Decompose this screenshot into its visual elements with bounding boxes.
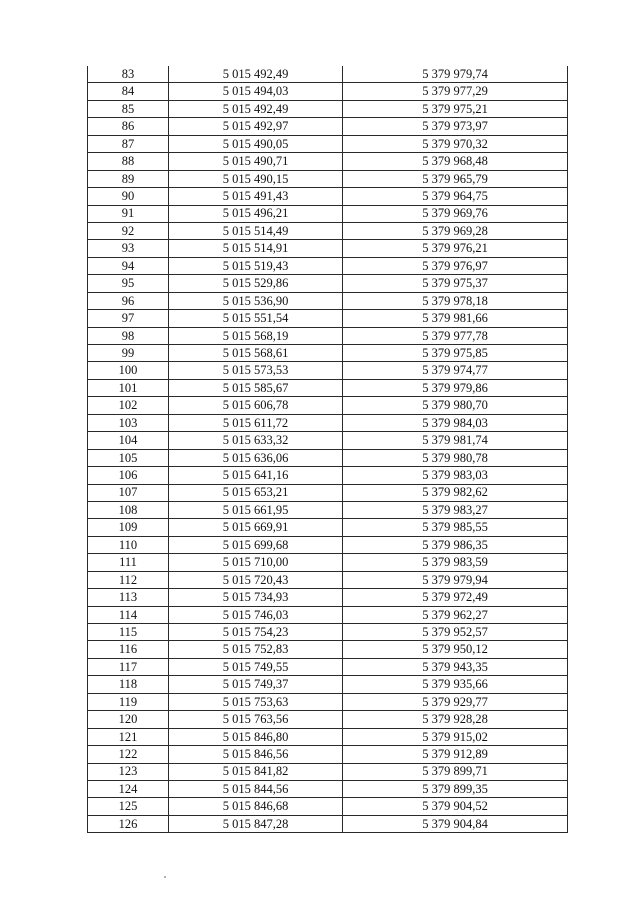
x-coordinate-cell: 5 015 641,16 — [169, 467, 343, 484]
x-coordinate-cell: 5 015 492,49 — [169, 66, 343, 83]
point-number-cell: 83 — [88, 66, 169, 83]
y-coordinate-cell: 5 379 976,97 — [343, 257, 568, 274]
table-row — [88, 798, 568, 815]
point-number-cell: 87 — [88, 135, 169, 152]
coordinates-table-body — [88, 66, 568, 833]
x-coordinate-cell: 5 015 699,68 — [169, 536, 343, 553]
table-row — [88, 100, 568, 117]
point-number-cell: 109 — [88, 519, 169, 536]
x-coordinate-cell: 5 015 491,43 — [169, 188, 343, 205]
y-coordinate-cell: 5 379 964,75 — [343, 188, 568, 205]
point-number-cell: 101 — [88, 379, 169, 396]
x-coordinate-cell: 5 015 710,00 — [169, 554, 343, 571]
table-row — [88, 397, 568, 414]
x-coordinate-cell: 5 015 653,21 — [169, 484, 343, 501]
point-number-cell: 107 — [88, 484, 169, 501]
point-number-cell: 113 — [88, 589, 169, 606]
x-coordinate-cell: 5 015 514,49 — [169, 222, 343, 239]
point-number-cell: 94 — [88, 257, 169, 274]
table-row — [88, 519, 568, 536]
point-number-cell: 115 — [88, 624, 169, 641]
y-coordinate-cell: 5 379 979,74 — [343, 66, 568, 83]
x-coordinate-cell: 5 015 752,83 — [169, 641, 343, 658]
x-coordinate-cell: 5 015 611,72 — [169, 414, 343, 431]
table-row — [88, 414, 568, 431]
y-coordinate-cell: 5 379 904,84 — [343, 815, 568, 832]
table-row — [88, 501, 568, 518]
y-coordinate-cell: 5 379 977,78 — [343, 327, 568, 344]
y-coordinate-cell: 5 379 935,66 — [343, 676, 568, 693]
x-coordinate-cell: 5 015 568,19 — [169, 327, 343, 344]
y-coordinate-cell: 5 379 943,35 — [343, 658, 568, 675]
x-coordinate-cell: 5 015 573,53 — [169, 362, 343, 379]
y-coordinate-cell: 5 379 950,12 — [343, 641, 568, 658]
y-coordinate-cell: 5 379 912,89 — [343, 746, 568, 763]
table-row — [88, 153, 568, 170]
y-coordinate-cell: 5 379 979,86 — [343, 379, 568, 396]
point-number-cell: 103 — [88, 414, 169, 431]
y-coordinate-cell: 5 379 981,66 — [343, 310, 568, 327]
point-number-cell: 126 — [88, 815, 169, 832]
y-coordinate-cell: 5 379 972,49 — [343, 589, 568, 606]
point-number-cell: 108 — [88, 501, 169, 518]
x-coordinate-cell: 5 015 846,68 — [169, 798, 343, 815]
y-coordinate-cell: 5 379 984,03 — [343, 414, 568, 431]
x-coordinate-cell: 5 015 494,03 — [169, 83, 343, 100]
y-coordinate-cell: 5 379 975,85 — [343, 345, 568, 362]
point-number-cell: 124 — [88, 780, 169, 797]
table-row — [88, 763, 568, 780]
x-coordinate-cell: 5 015 749,55 — [169, 658, 343, 675]
y-coordinate-cell: 5 379 982,62 — [343, 484, 568, 501]
x-coordinate-cell: 5 015 746,03 — [169, 606, 343, 623]
point-number-cell: 97 — [88, 310, 169, 327]
scan-speck — [164, 876, 166, 878]
x-coordinate-cell: 5 015 841,82 — [169, 763, 343, 780]
point-number-cell: 118 — [88, 676, 169, 693]
point-number-cell: 112 — [88, 571, 169, 588]
point-number-cell: 117 — [88, 658, 169, 675]
y-coordinate-cell: 5 379 979,94 — [343, 571, 568, 588]
table-row — [88, 554, 568, 571]
y-coordinate-cell: 5 379 969,28 — [343, 222, 568, 239]
point-number-cell: 84 — [88, 83, 169, 100]
y-coordinate-cell: 5 379 985,55 — [343, 519, 568, 536]
table-row — [88, 222, 568, 239]
point-number-cell: 125 — [88, 798, 169, 815]
table-row — [88, 362, 568, 379]
table-row — [88, 170, 568, 187]
y-coordinate-cell: 5 379 983,27 — [343, 501, 568, 518]
x-coordinate-cell: 5 015 496,21 — [169, 205, 343, 222]
table-row — [88, 624, 568, 641]
x-coordinate-cell: 5 015 753,63 — [169, 693, 343, 710]
point-number-cell: 119 — [88, 693, 169, 710]
point-number-cell: 89 — [88, 170, 169, 187]
y-coordinate-cell: 5 379 986,35 — [343, 536, 568, 553]
table-row — [88, 275, 568, 292]
y-coordinate-cell: 5 379 970,32 — [343, 135, 568, 152]
y-coordinate-cell: 5 379 974,77 — [343, 362, 568, 379]
point-number-cell: 123 — [88, 763, 169, 780]
point-number-cell: 104 — [88, 432, 169, 449]
x-coordinate-cell: 5 015 490,71 — [169, 153, 343, 170]
point-number-cell: 88 — [88, 153, 169, 170]
table-row — [88, 83, 568, 100]
point-number-cell: 93 — [88, 240, 169, 257]
x-coordinate-cell: 5 015 846,56 — [169, 746, 343, 763]
point-number-cell: 110 — [88, 536, 169, 553]
x-coordinate-cell: 5 015 585,67 — [169, 379, 343, 396]
table-row — [88, 188, 568, 205]
table-row — [88, 310, 568, 327]
table-row — [88, 815, 568, 832]
point-number-cell: 86 — [88, 118, 169, 135]
table-row — [88, 449, 568, 466]
x-coordinate-cell: 5 015 720,43 — [169, 571, 343, 588]
point-number-cell: 116 — [88, 641, 169, 658]
table-row — [88, 292, 568, 309]
table-row — [88, 118, 568, 135]
x-coordinate-cell: 5 015 763,56 — [169, 711, 343, 728]
table-row — [88, 606, 568, 623]
y-coordinate-cell: 5 379 965,79 — [343, 170, 568, 187]
table-row — [88, 571, 568, 588]
y-coordinate-cell: 5 379 976,21 — [343, 240, 568, 257]
y-coordinate-cell: 5 379 983,59 — [343, 554, 568, 571]
point-number-cell: 106 — [88, 467, 169, 484]
point-number-cell: 85 — [88, 100, 169, 117]
x-coordinate-cell: 5 015 514,91 — [169, 240, 343, 257]
y-coordinate-cell: 5 379 899,71 — [343, 763, 568, 780]
x-coordinate-cell: 5 015 529,86 — [169, 275, 343, 292]
table-row — [88, 327, 568, 344]
y-coordinate-cell: 5 379 904,52 — [343, 798, 568, 815]
y-coordinate-cell: 5 379 975,21 — [343, 100, 568, 117]
y-coordinate-cell: 5 379 978,18 — [343, 292, 568, 309]
point-number-cell: 111 — [88, 554, 169, 571]
table-row — [88, 432, 568, 449]
x-coordinate-cell: 5 015 636,06 — [169, 449, 343, 466]
x-coordinate-cell: 5 015 551,54 — [169, 310, 343, 327]
y-coordinate-cell: 5 379 981,74 — [343, 432, 568, 449]
y-coordinate-cell: 5 379 983,03 — [343, 467, 568, 484]
x-coordinate-cell: 5 015 568,61 — [169, 345, 343, 362]
table-row — [88, 345, 568, 362]
table-row — [88, 641, 568, 658]
y-coordinate-cell: 5 379 980,78 — [343, 449, 568, 466]
point-number-cell: 105 — [88, 449, 169, 466]
table-row — [88, 379, 568, 396]
y-coordinate-cell: 5 379 928,28 — [343, 711, 568, 728]
point-number-cell: 92 — [88, 222, 169, 239]
table-row — [88, 746, 568, 763]
table-row — [88, 257, 568, 274]
y-coordinate-cell: 5 379 929,77 — [343, 693, 568, 710]
point-number-cell: 96 — [88, 292, 169, 309]
table-row — [88, 728, 568, 745]
table-row — [88, 676, 568, 693]
y-coordinate-cell: 5 379 952,57 — [343, 624, 568, 641]
table-row — [88, 589, 568, 606]
y-coordinate-cell: 5 379 969,76 — [343, 205, 568, 222]
table-row — [88, 240, 568, 257]
y-coordinate-cell: 5 379 975,37 — [343, 275, 568, 292]
table-row — [88, 536, 568, 553]
table-row — [88, 467, 568, 484]
point-number-cell: 98 — [88, 327, 169, 344]
x-coordinate-cell: 5 015 844,56 — [169, 780, 343, 797]
y-coordinate-cell: 5 379 973,97 — [343, 118, 568, 135]
table-row — [88, 484, 568, 501]
x-coordinate-cell: 5 015 669,91 — [169, 519, 343, 536]
x-coordinate-cell: 5 015 633,32 — [169, 432, 343, 449]
point-number-cell: 114 — [88, 606, 169, 623]
y-coordinate-cell: 5 379 977,29 — [343, 83, 568, 100]
table-row — [88, 66, 568, 83]
point-number-cell: 120 — [88, 711, 169, 728]
x-coordinate-cell: 5 015 661,95 — [169, 501, 343, 518]
x-coordinate-cell: 5 015 492,49 — [169, 100, 343, 117]
y-coordinate-cell: 5 379 968,48 — [343, 153, 568, 170]
point-number-cell: 90 — [88, 188, 169, 205]
point-number-cell: 91 — [88, 205, 169, 222]
point-number-cell: 95 — [88, 275, 169, 292]
point-number-cell: 100 — [88, 362, 169, 379]
x-coordinate-cell: 5 015 754,23 — [169, 624, 343, 641]
table-row — [88, 711, 568, 728]
y-coordinate-cell: 5 379 980,70 — [343, 397, 568, 414]
table-row — [88, 658, 568, 675]
x-coordinate-cell: 5 015 734,93 — [169, 589, 343, 606]
x-coordinate-cell: 5 015 846,80 — [169, 728, 343, 745]
point-number-cell: 99 — [88, 345, 169, 362]
x-coordinate-cell: 5 015 490,15 — [169, 170, 343, 187]
x-coordinate-cell: 5 015 847,28 — [169, 815, 343, 832]
x-coordinate-cell: 5 015 519,43 — [169, 257, 343, 274]
table-row — [88, 205, 568, 222]
x-coordinate-cell: 5 015 490,05 — [169, 135, 343, 152]
point-number-cell: 102 — [88, 397, 169, 414]
coordinates-table — [87, 66, 568, 833]
x-coordinate-cell: 5 015 536,90 — [169, 292, 343, 309]
table-row — [88, 693, 568, 710]
y-coordinate-cell: 5 379 915,02 — [343, 728, 568, 745]
y-coordinate-cell: 5 379 962,27 — [343, 606, 568, 623]
x-coordinate-cell: 5 015 606,78 — [169, 397, 343, 414]
x-coordinate-cell: 5 015 749,37 — [169, 676, 343, 693]
table-row — [88, 135, 568, 152]
x-coordinate-cell: 5 015 492,97 — [169, 118, 343, 135]
point-number-cell: 122 — [88, 746, 169, 763]
y-coordinate-cell: 5 379 899,35 — [343, 780, 568, 797]
table-row — [88, 780, 568, 797]
point-number-cell: 121 — [88, 728, 169, 745]
